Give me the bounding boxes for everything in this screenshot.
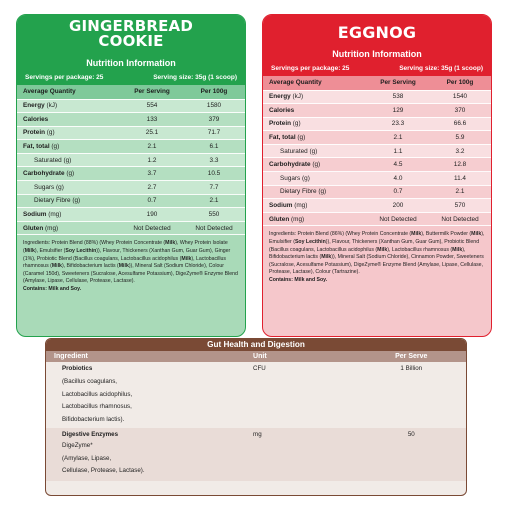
probiotics-per-serve: 1 Billion [400,365,423,372]
eggnog-header [263,15,491,76]
gut-row-digestive-enzymes [46,428,466,481]
row-per-100g: 10.5 [183,167,245,181]
row-per-serving: Not Detected [367,212,429,226]
gingerbread-subtitle: Nutrition Information [86,58,176,68]
row-per-100g: Not Detected [183,221,245,235]
row-per-serving: 554 [121,99,183,113]
row-label: Gluten (mg) [263,212,367,226]
row-per-serving: 23.3 [367,117,429,131]
probiotics-unit: CFU [253,365,266,372]
row-per-100g: 1540 [429,90,491,104]
row-per-100g: Not Detected [429,212,491,226]
header-per-100g: Per 100g [183,85,245,99]
gut-health-title: Gut Health and Digestion [46,339,466,351]
probiotics-strain: Bifidobacterium lactis). [62,415,125,423]
header-ingredient: Ingredient [54,353,88,360]
eggnog-serving-size: Serving size: 35g (1 scoop) [399,65,483,72]
enzymes-per-serve: 50 [407,431,415,438]
row-label: Protein (g) [263,117,367,131]
gingerbread-title-line1: GINGERBREAD [68,17,194,35]
probiotics-strain: (Bacillus coagulans, [62,378,118,385]
row-label: Sugars (g) [17,181,121,195]
table-row [17,140,245,154]
gut-table-header-row [46,351,466,362]
header-unit: Unit [253,353,267,360]
eggnog-title: EGGNOG [337,23,417,42]
table-row [263,185,491,199]
gingerbread-servings-per-package: Servings per package: 25 [25,74,104,81]
row-label: Fat, total (g) [17,140,121,154]
row-label: Carbohydrate (g) [17,167,121,181]
row-per-100g: 3.3 [183,153,245,167]
row-per-serving: 2.1 [121,140,183,154]
table-row [17,181,245,195]
row-per-100g: 5.9 [429,131,491,145]
row-per-100g: 2.1 [183,194,245,208]
eggnog-nutrition-table [263,76,491,226]
row-per-100g: 11.4 [429,172,491,186]
eggnog-serving-info [269,65,485,72]
table-row [263,172,491,186]
row-per-100g: 71.7 [183,126,245,140]
row-per-serving: 538 [367,90,429,104]
header-per-serving: Per Serving [367,76,429,90]
table-header-row [17,85,245,99]
row-per-100g: 550 [183,208,245,222]
gingerbread-header [17,15,245,85]
table-row [17,221,245,235]
row-per-100g: 7.7 [183,181,245,195]
row-per-serving: 190 [121,208,183,222]
row-per-100g: 12.8 [429,158,491,172]
row-per-100g: 570 [429,199,491,213]
row-per-100g: 379 [183,113,245,127]
row-label: Saturated (g) [263,144,367,158]
row-label: Protein (g) [17,126,121,140]
row-per-serving: 25.1 [121,126,183,140]
row-per-serving: 200 [367,199,429,213]
header-average-quantity: Average Quantity [263,76,367,90]
gingerbread-nutrition-table [17,85,245,235]
row-per-serving: 1.1 [367,144,429,158]
table-row [263,144,491,158]
table-header-row [263,76,491,90]
row-per-100g: 1580 [183,99,245,113]
enzymes-detail: DigeZyme* [62,442,93,449]
table-row [17,99,245,113]
table-row [263,199,491,213]
row-per-serving: Not Detected [121,221,183,235]
table-row [263,158,491,172]
row-per-100g: 6.1 [183,140,245,154]
row-label: Dietary Fibre (g) [17,194,121,208]
row-per-serving: 0.7 [367,185,429,199]
table-row [17,153,245,167]
header-per-serving: Per Serving [121,85,183,99]
eggnog-nutrition-panel [262,14,492,337]
gingerbread-serving-size: Serving size: 35g (1 scoop) [153,74,237,81]
table-row [17,208,245,222]
gingerbread-allergen-statement: Contains: Milk and Soy. [23,286,82,292]
row-per-100g: 370 [429,104,491,118]
table-row [17,167,245,181]
enzymes-detail: Cellulase, Protease, Lactase). [62,467,145,474]
enzymes-unit: mg [253,431,262,438]
probiotics-strain: Lactobacillus rhamnosus, [62,403,132,410]
header-per-100g: Per 100g [429,76,491,90]
probiotics-strain: Lactobacillus acidophilus, [62,390,133,398]
table-row [263,131,491,145]
table-row [263,212,491,226]
row-label: Energy (kJ) [263,90,367,104]
table-row [17,194,245,208]
table-row [263,117,491,131]
row-label: Sugars (g) [263,172,367,186]
gingerbread-ingredients: Ingredients: Protein Blend (88%) (Whey Protein Concentrate (Milk), Whey Protein Isolate (Milk), Emulsifier (Soy Lecithin)), Flavour, Thickeners (Xanthan Gum, Guar Gum), Ginger (1%), Probiotic Blend (Bacillus coagulans, Lactobacillus acidophilus (Milk), Lactobacillus rhamnosus (Milk), Bifidobacterium lactis (Milk)), Mineral Salt (Sodium Chloride), Colour (Caramel 150d), Sweeteners (Sucralose, Acesulfame Potassium), DigeZyme® Enzyme Blend (Amylase, Lipase, Cellulase, Protease, Lactase). Contains: Milk and Soy. [23,240,238,292]
row-per-serving: 0.7 [121,194,183,208]
row-label: Dietary Fibre (g) [263,185,367,199]
row-label: Calories [17,113,121,127]
table-row [263,90,491,104]
row-per-serving: 3.7 [121,167,183,181]
row-label: Saturated (g) [17,153,121,167]
row-label: Sodium (mg) [17,208,121,222]
row-per-serving: 2.7 [121,181,183,195]
eggnog-servings-per-package: Servings per package: 25 [271,65,350,72]
row-label: Gluten (mg) [17,221,121,235]
row-per-100g: 3.2 [429,144,491,158]
row-per-serving: 1.2 [121,153,183,167]
row-per-serving: 4.5 [367,158,429,172]
eggnog-ingredients: Ingredients: Protein Blend (86%) (Whey Protein Concentrate (Milk), Buttermilk Powder (Milk), Emulsifier (Soy Lecithin)), Flavour, Thickeners (Xanthan Gum, Guar Gum), Probiotic Blend (Bacillus coagulans, Lactobacillus acidophilus (Milk), Lactobacillus rhamnosus (Milk), Bifidobacterium lactis (Milk)), Mineral Salt (Sodium Chloride), Cinnamon Powder, Sweeteners (Sucralose, Acesulfame Potassium), DigeZyme® Enzyme Blend (Amylase, Lipase, Cellulase, Protease, Lactase), Colour (Tartrazine). Contains: Milk and Soy. [269,231,485,283]
row-per-serving: 129 [367,104,429,118]
row-label: Sodium (mg) [263,199,367,213]
header-average-quantity: Average Quantity [17,85,121,99]
row-label: Fat, total (g) [263,131,367,145]
enzymes-detail: (Amylase, Lipase, [62,454,112,462]
gingerbread-serving-info [23,74,239,81]
row-label: Calories [263,104,367,118]
probiotics-ingredient-cell [46,362,245,425]
row-per-100g: 2.1 [429,185,491,199]
table-row [263,104,491,118]
gingerbread-nutrition-panel [16,14,246,337]
row-per-100g: 66.6 [429,117,491,131]
gingerbread-title-line2: COOKIE [98,32,164,50]
gut-health-table [45,338,467,496]
eggnog-allergen-statement: Contains: Milk and Soy. [269,277,328,283]
gut-row-probiotics [46,362,466,428]
row-per-serving: 4.0 [367,172,429,186]
row-label: Energy (kJ) [17,99,121,113]
table-row [17,113,245,127]
eggnog-subtitle: Nutrition Information [332,49,422,59]
enzymes-ingredient-cell [46,428,245,477]
probiotics-name: Probiotics [62,365,93,372]
enzymes-name: Digestive Enzymes [62,431,119,438]
row-per-serving: 2.1 [367,131,429,145]
table-row [17,126,245,140]
row-label: Carbohydrate (g) [263,158,367,172]
row-per-serving: 133 [121,113,183,127]
header-per-serve: Per Serve [395,353,428,360]
